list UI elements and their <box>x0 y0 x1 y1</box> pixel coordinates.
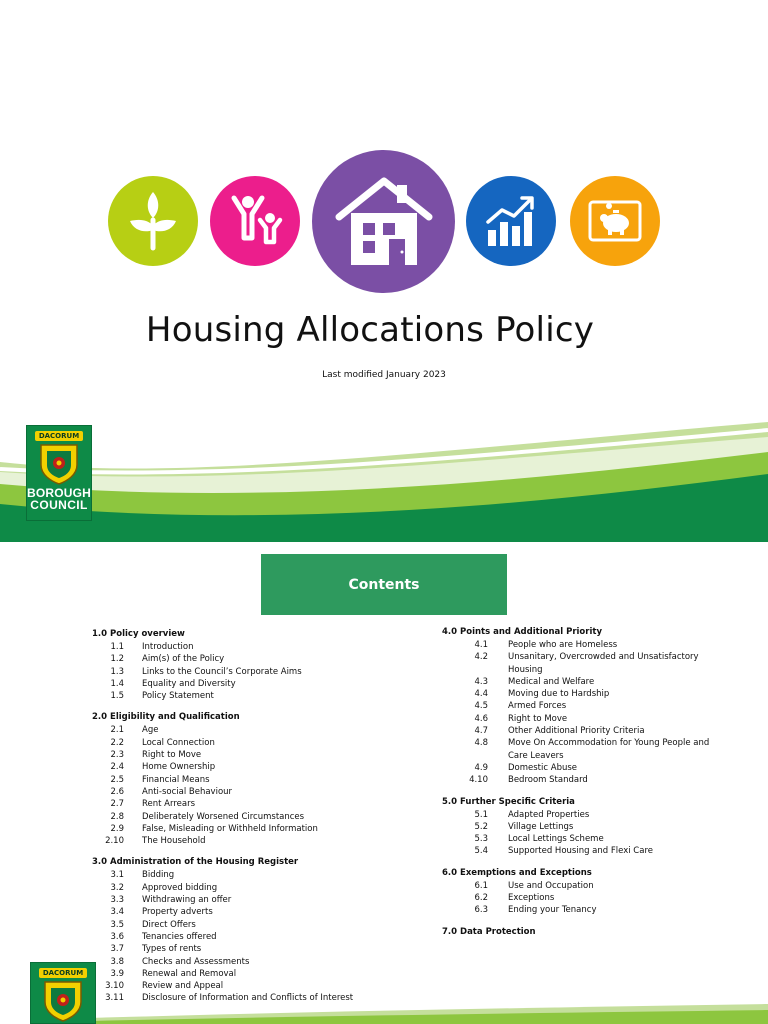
toc-section-title: 3.0 Administration of the Housing Register <box>92 857 299 868</box>
toc-item[interactable] <box>442 880 742 892</box>
toc-section <box>92 711 422 847</box>
toc-item-number: 2.1 <box>110 725 124 736</box>
house-icon <box>312 150 455 293</box>
toc-section-title: 2.0 Eligibility and Qualification <box>92 712 240 723</box>
contents-heading: Contents <box>261 554 507 615</box>
logo-banner-small: DACORUM <box>39 968 87 978</box>
toc-item-number: 1.1 <box>110 642 124 652</box>
toc-item[interactable] <box>92 835 422 847</box>
toc-section <box>442 626 742 787</box>
crest-icon <box>39 443 79 485</box>
toc-left-column <box>92 628 422 1014</box>
toc-section <box>442 867 742 917</box>
toc-item[interactable] <box>442 845 742 857</box>
logo-line-2: COUNCIL <box>30 498 88 512</box>
toc-item-number: 6.1 <box>474 880 488 891</box>
toc-item-number: 3.5 <box>110 919 124 930</box>
toc-item-number: 3.1 <box>110 870 124 881</box>
toc-item-label: Financial Means <box>142 774 210 785</box>
toc-item[interactable] <box>92 653 422 665</box>
toc-item-number: 4.9 <box>474 762 488 773</box>
toc-item-label: Age <box>142 725 159 736</box>
piggy-bank-icon <box>570 176 660 266</box>
toc-item-label: Review and Appeal <box>142 981 224 992</box>
toc-item[interactable] <box>442 713 742 725</box>
toc-item[interactable] <box>92 798 422 810</box>
toc-item[interactable] <box>442 725 742 737</box>
toc-item-label: Direct Offers <box>142 919 196 930</box>
toc-item-label: Armed Forces <box>508 701 567 712</box>
toc-item-number: 1.2 <box>110 654 124 665</box>
toc-item-number: 2.3 <box>110 750 124 761</box>
icon-row <box>0 0 768 300</box>
toc-right-column <box>442 626 742 948</box>
toc-item[interactable] <box>92 980 422 992</box>
toc-section-title: 6.0 Exemptions and Exceptions <box>442 867 592 878</box>
toc-item-number: 3.7 <box>110 944 124 955</box>
toc-item-number: 3.6 <box>110 931 124 942</box>
toc-item-number: 3.4 <box>110 907 124 918</box>
toc-item-number: 2.2 <box>110 737 124 748</box>
toc-item-number: 4.4 <box>474 689 488 700</box>
toc-item[interactable] <box>92 678 422 690</box>
toc-item-label: Adapted Properties <box>508 809 590 820</box>
toc-item[interactable] <box>442 762 742 774</box>
toc-item-label: Local Lettings Scheme <box>508 834 604 845</box>
toc-item-number: 2.7 <box>110 799 124 810</box>
toc-item-label: Approved bidding <box>142 882 218 893</box>
toc-item-number: 5.2 <box>474 821 488 832</box>
toc-item-label: Use and Occupation <box>508 880 594 891</box>
toc-item-number: 4.2 <box>474 652 488 663</box>
toc-item-number: 6.3 <box>474 905 488 916</box>
toc-item-label: The Household <box>142 836 206 847</box>
toc-item-label: Aim(s) of the Policy <box>142 654 225 665</box>
logo-line-1: BOROUGH <box>26 486 92 500</box>
toc-section <box>92 628 422 702</box>
toc-section-title: 1.0 Policy overview <box>92 629 185 639</box>
toc-item-number: 5.4 <box>474 846 488 857</box>
toc-item-label: Disclosure of Information and Conflicts of Interest <box>142 993 354 1004</box>
toc-item-number: 4.5 <box>474 701 488 712</box>
toc-item-label: Exceptions <box>508 893 555 904</box>
toc-item-number: 6.2 <box>474 893 488 904</box>
toc-item[interactable] <box>92 894 422 906</box>
bottom-swoosh <box>90 1002 768 1024</box>
toc-item[interactable] <box>442 809 742 821</box>
last-modified-date: Last modified January 2023 <box>322 370 446 380</box>
toc-section <box>442 926 742 939</box>
toc-item-label: Moving due to Hardship <box>508 689 610 700</box>
toc-item-number: 2.4 <box>110 762 124 773</box>
plant-icon <box>108 176 198 266</box>
toc-item-number: 2.5 <box>110 774 124 785</box>
toc-item-label: Rent Arrears <box>142 799 196 810</box>
toc-item-number: 3.3 <box>110 895 124 906</box>
toc-item-number: 1.5 <box>110 691 124 702</box>
toc-item-number: 4.6 <box>474 713 488 724</box>
toc-item[interactable] <box>442 700 742 712</box>
toc-item-number: 4.7 <box>474 726 488 737</box>
toc-item-number: 1.4 <box>110 678 124 689</box>
toc-item-number: 4.8 <box>474 738 488 749</box>
toc-item[interactable] <box>92 774 422 786</box>
toc-item-label: Renewal and Removal <box>142 968 237 979</box>
toc-item-label: Supported Housing and Flexi Care <box>508 846 653 857</box>
toc-item-number: 4.1 <box>474 640 488 650</box>
toc-item[interactable] <box>92 882 422 894</box>
toc-item-label: Withdrawing an offer <box>142 895 232 906</box>
family-icon <box>210 176 300 266</box>
toc-item[interactable] <box>92 737 422 749</box>
toc-item-label: Checks and Assessments <box>142 956 250 967</box>
toc-item[interactable] <box>442 833 742 845</box>
toc-item-label: People who are Homeless <box>508 640 618 650</box>
toc-item[interactable] <box>92 786 422 798</box>
toc-item-label: Policy Statement <box>142 691 214 702</box>
toc-item[interactable] <box>92 811 422 823</box>
toc-item[interactable] <box>92 724 422 736</box>
toc-item[interactable] <box>92 641 422 653</box>
toc-item[interactable] <box>442 676 742 688</box>
green-swoosh-banner <box>0 412 768 542</box>
toc-item-number: 2.10 <box>105 836 124 847</box>
toc-item-number: 2.8 <box>110 811 124 822</box>
toc-item[interactable] <box>442 892 742 904</box>
toc-item-number: 4.10 <box>469 775 488 786</box>
toc-item[interactable] <box>92 968 422 980</box>
toc-item[interactable] <box>92 761 422 773</box>
toc-item[interactable] <box>92 690 422 702</box>
toc-item-label: Links to the Council’s Corporate Aims <box>142 666 302 677</box>
toc-item[interactable] <box>92 956 422 968</box>
toc-section-title: 5.0 Further Specific Criteria <box>442 796 575 807</box>
toc-item-label: Bidding <box>142 870 175 881</box>
toc-item[interactable] <box>442 821 742 833</box>
toc-item-label: Home Ownership <box>142 762 216 773</box>
toc-item[interactable] <box>442 737 742 762</box>
toc-section <box>442 796 742 858</box>
toc-section-title: 4.0 Points and Additional Priority <box>442 627 602 637</box>
toc-item-number: 3.2 <box>110 882 124 893</box>
toc-item-label: Local Connection <box>142 737 215 748</box>
toc-item[interactable] <box>442 688 742 700</box>
toc-item[interactable] <box>92 666 422 678</box>
toc-item[interactable] <box>92 869 422 881</box>
document-title: Housing Allocations Policy <box>145 310 595 350</box>
contents-page <box>0 542 768 1024</box>
toc-item[interactable] <box>442 904 742 916</box>
toc-item-label: Right to Move <box>142 750 202 761</box>
toc-item-label: False, Misleading or Withheld Information <box>142 823 318 834</box>
toc-item-label: Deliberately Worsened Circumstances <box>142 811 305 822</box>
toc-section-title: 7.0 Data Protection <box>442 926 536 937</box>
toc-item-label: Medical and Welfare <box>508 676 595 687</box>
toc-item[interactable] <box>442 639 742 651</box>
toc-item[interactable] <box>92 919 422 931</box>
growth-chart-icon <box>466 176 556 266</box>
toc-item-number: 5.3 <box>474 834 488 845</box>
toc-item[interactable] <box>92 931 422 943</box>
logo-banner: DACORUM <box>35 431 83 441</box>
toc-item[interactable] <box>92 749 422 761</box>
toc-item-number: 1.3 <box>110 666 124 677</box>
toc-item-number: 3.9 <box>110 968 124 979</box>
toc-item-label: Introduction <box>142 642 194 652</box>
toc-item-label: Ending your Tenancy <box>508 905 597 916</box>
toc-item-label: Other Additional Priority Criteria <box>508 726 645 737</box>
toc-item-label: Domestic Abuse <box>508 762 578 773</box>
toc-item-label: Tenancies offered <box>142 931 217 942</box>
toc-item-number: 2.9 <box>110 823 124 834</box>
toc-item-number: 3.8 <box>110 956 124 967</box>
dacorum-borough-council-logo <box>26 425 92 521</box>
toc-item-number: 3.10 <box>105 981 124 992</box>
toc-item[interactable] <box>442 651 742 676</box>
toc-item-label: Property adverts <box>142 907 213 918</box>
toc-item-number: 4.3 <box>474 676 488 687</box>
toc-item-label: Village Lettings <box>508 821 574 832</box>
toc-item-label: Unsanitary, Overcrowded and Unsatisfactory Housing <box>508 652 699 675</box>
toc-section <box>92 856 422 1004</box>
toc-item-label: Types of rents <box>142 944 202 955</box>
toc-item[interactable] <box>92 943 422 955</box>
toc-item-label: Move On Accommodation for Young People and Care Leavers <box>508 738 710 761</box>
toc-item-label: Right to Move <box>508 713 568 724</box>
toc-item-label: Anti-social Behaviour <box>142 786 233 797</box>
toc-item-number: 2.6 <box>110 786 124 797</box>
toc-item[interactable] <box>92 823 422 835</box>
toc-item-number: 3.11 <box>105 993 124 1004</box>
toc-item[interactable] <box>442 774 742 786</box>
toc-item-number: 5.1 <box>474 809 488 820</box>
toc-item[interactable] <box>92 906 422 918</box>
crest-icon-small <box>43 980 83 1022</box>
toc-item-label: Equality and Diversity <box>142 678 236 689</box>
dacorum-logo-small <box>30 962 96 1024</box>
toc-item-label: Bedroom Standard <box>508 775 588 786</box>
